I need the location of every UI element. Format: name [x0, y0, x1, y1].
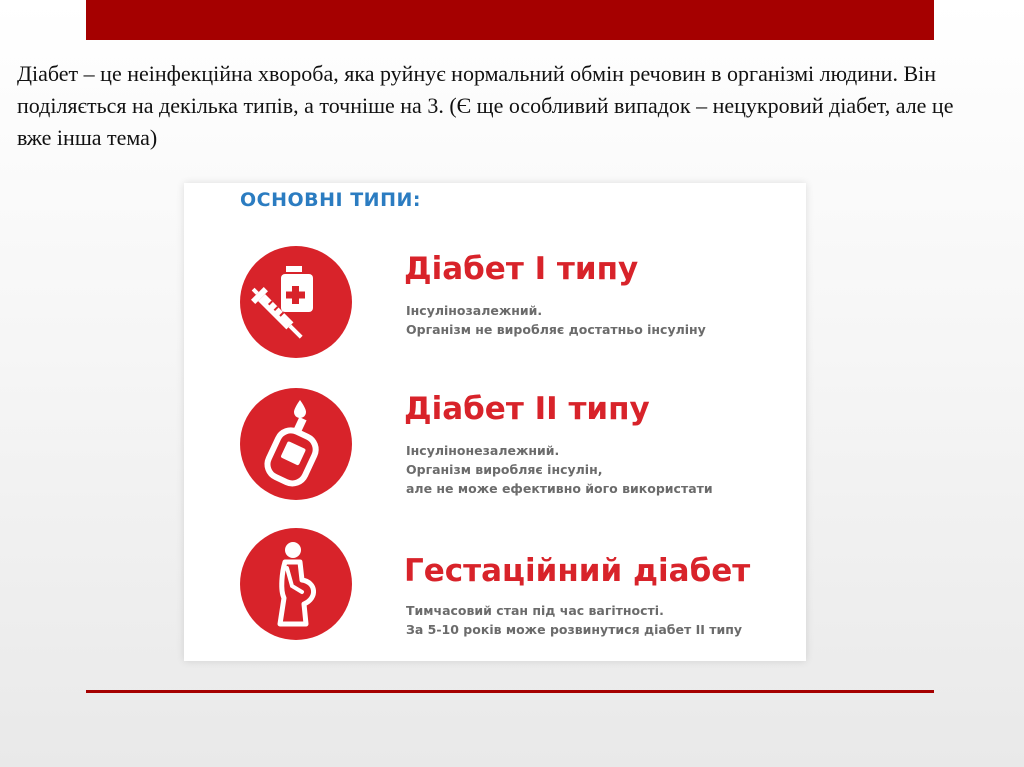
top-accent-bar — [86, 0, 934, 40]
intro-paragraph: Діабет – це неінфекційна хвороба, яка руйнує нормальний обмін речовин в організмі людини. Він поділяється на декілька типів, а точніше на 3. (Є ще особливий випадок – нецукровий діабет, але це вже інша тема) — [17, 61, 954, 150]
type-2-description — [406, 441, 713, 498]
diabetes-types-infographic — [184, 183, 806, 661]
syringe-vial-icon — [240, 246, 352, 358]
type-2-desc-line: але не може ефективно його використати — [406, 481, 713, 496]
type-1-description — [406, 301, 706, 339]
glucometer-icon — [240, 388, 352, 500]
gestational-heading: Гестаційний діабет — [404, 553, 751, 589]
type-2-desc-line: Інсулінонезалежний. — [406, 443, 560, 458]
infographic-title: ОСНОВНІ ТИПИ: — [240, 189, 421, 211]
gestational-desc-line: За 5-10 років може розвинутися діабет ІІ типу — [406, 622, 743, 637]
pregnant-woman-icon — [240, 528, 352, 640]
gestational-description — [406, 601, 742, 639]
type-2-desc-line: Організм виробляє інсулін, — [406, 462, 603, 477]
gestational-desc-line: Тимчасовий стан під час вагітності. — [406, 603, 664, 618]
type-1-desc-line: Організм не виробляє достатньо інсуліну — [406, 322, 706, 337]
type-2-heading: Діабет ІІ типу — [404, 391, 650, 427]
bottom-divider-line — [86, 690, 934, 693]
type-1-desc-line: Інсулінозалежний. — [406, 303, 543, 318]
type-1-heading: Діабет І типу — [404, 251, 639, 287]
